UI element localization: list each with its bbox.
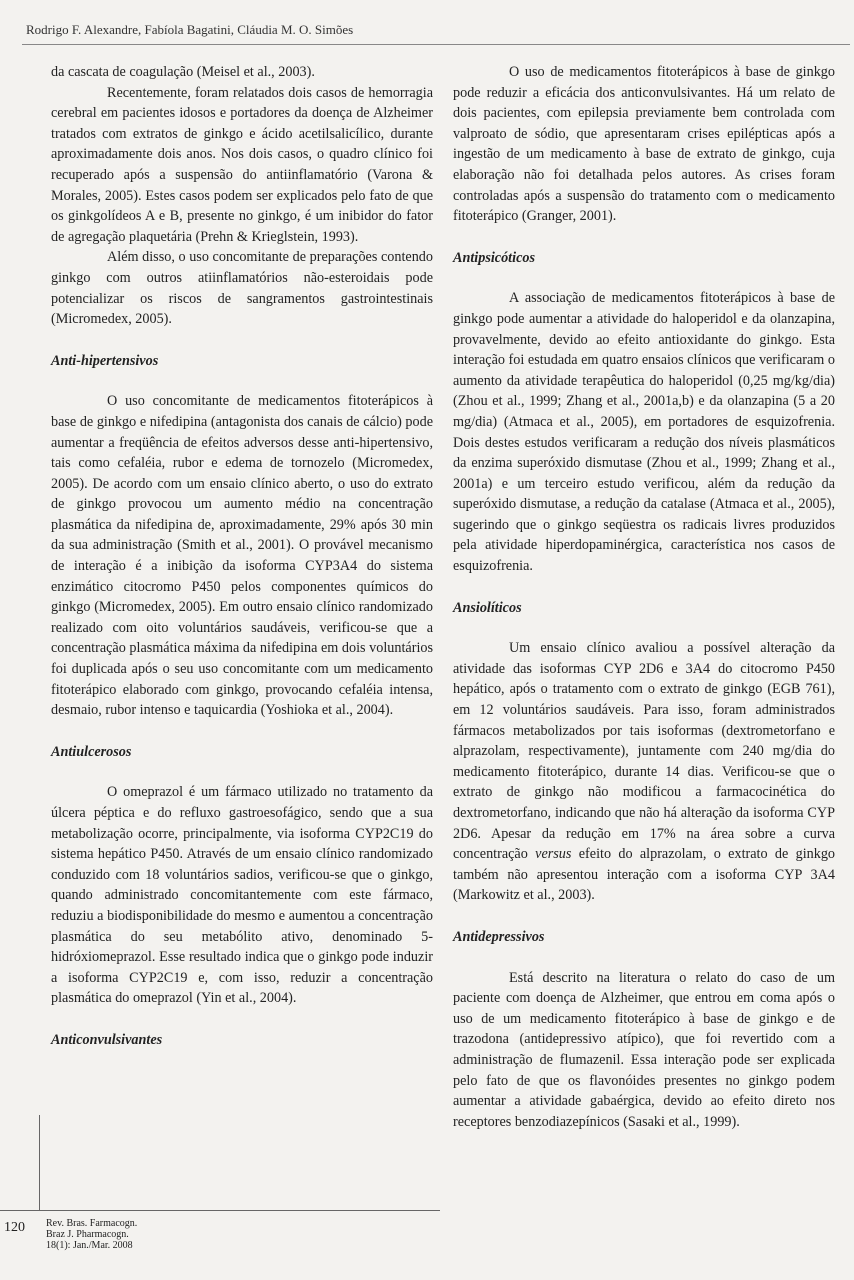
- paragraph: Está descrito na literatura o relato do caso de um paciente com doença de Alzheimer, que entrou em coma após o uso de um medicamento fitoterápico à base de ginkgo e de trazodona (antidepressivo atípico), que foi revertido com a administração de flumazenil. Essa interação pode ser explicada pelo fato de que os flavonóides presentes no ginkgo podem aumentar a atividade gabaérgica, devido ao efeito direto nos receptores benzodiazepínicos (Sasaki et al., 1999).: [453, 969, 835, 1130]
- section-title-antipsicoticos: Antipsicóticos: [453, 249, 535, 266]
- section-title-antidepressivos: Antidepressivos: [453, 928, 545, 945]
- paragraph-text: efeito do alprazolam, o extrato de ginkgo também não apresentou interação com a isoforma CYP 3A4 (Markowitz et al., 2003).: [453, 846, 836, 904]
- journal-line: 18(1): Jan./Mar. 2008: [46, 1240, 133, 1251]
- paragraph-text: Um ensaio clínico avaliou a possível alteração da atividade das isoformas CYP 2D6 e 3A4 do citocromo P450 hepático, após o tratamento com o extrato de ginkgo (EGB 761), em 12 voluntários saudáveis. Para isso, foram administrados fármacos metabolizados por tais isoformas (dextrometorfano e alprazolam, respectivamente), juntamente com 240 mg/dia do medicamento fitoterápico, durante 14 dias. Verificou-se que o extrato de ginkgo não modificou a farmacocinética do dextrometorfano, indicando que não há alteração da isoforma CYP 2D6. Apesar da redução em 17% na área sobre a curva concentração: [453, 640, 835, 863]
- paragraph: [453, 638, 835, 906]
- header-rule: [22, 44, 850, 45]
- paragraph: O uso concomitante de medicamentos fitoterápicos à base de ginkgo e nifedipina (antagonista dos canais de cálcio) pode aumentar a freqüência de efeitos adversos desse anti-hipertensivo, tais como cefaléia, rubor e edema de tornozelo (Micromedex, 2005). De acordo com um ensaio clínico aberto, o uso do extrato de ginkgo provocou um aumento médio na concentração plasmática da nifedipina de, aproximadamente, 29% após 30 min da sua administração (Smith et al., 2001). O provável mecanismo de interação é a inibição da isoforma CYP3A4 do sistema enzimático citocromo P450 pelos componentes químicos do ginkgo (Micromedex, 2005). Em outro ensaio clínico randomizado realizado com oito voluntários saudáveis, verificou-se que a concentração plasmática máxima da nifedipina em dois voluntários foi duplicada após o seu uso concomitante com um medicamento fitoterápico elaborado com ginkgo, provocando cefaléia intensa, desmaio, rubor intenso e taquicardia (Yoshioka et al., 2004).: [51, 393, 433, 719]
- section-title-ansioliticos: Ansiolíticos: [453, 599, 522, 616]
- paragraph: O omeprazol é um fármaco utilizado no tratamento da úlcera péptica e do refluxo gastroesofágico, sendo que a sua metabolização ocorre, principalmente, via isoforma CYP2C19 do sistema hepático P450. Através de um ensaio clínico randomizado conduzido com 18 voluntários sadios, verificou-se que o ginkgo, quando administrado concomitantemente com este fármaco, reduziu a biodisponibilidade do mesmo e aumentou a concentração plasmática do seu metabólito ativo, denominado 5-hidróxiomeprazol. Esse resultado indica que o ginkgo pode induzir a isoforma CYP2C19 e, com isso, reduzir a concentração plasmática do omeprazol (Yin et al., 2004).: [51, 784, 433, 1007]
- footer-rule: [0, 1210, 440, 1211]
- footer-vertical-rule: [39, 1115, 40, 1210]
- section-title-antiulcerosos: Antiulcerosos: [51, 743, 132, 760]
- right-column: [453, 62, 835, 1132]
- paragraph: Recentemente, foram relatados dois casos de hemorragia cerebral em pacientes idosos e portadores da doença de Alzheimer tratados com extratos de ginkgo e ácido acetilsalicílico, durante aproximadamente dois anos. Nos dois casos, o quadro clínico foi recuperado após a suspensão do antiinflamatório (Varona & Morales, 2005). Estes casos podem ser explicados pelo fato de que os ginkgolídeos A e B, presente no ginkgo, é um inibidor do fator de agregação plaquetária (Prehn & Krieglstein, 1993).: [51, 84, 433, 245]
- section-title-anticonvulsivantes: Anticonvulsivantes: [51, 1031, 163, 1048]
- italic-term: versus: [535, 846, 572, 863]
- paragraph: O uso de medicamentos fitoterápicos à base de ginkgo pode reduzir a eficácia dos anticonvulsivantes. Há um relato de dois pacientes, com epilepsia previamente bem controlada com valproato de sódio, que apresentaram crises epilépticas após a ingestão de um medicamento à base de extrato de ginkgo, cuja elaboração não foi detalhada pelos autores. As crises foram controladas após a suspensão do tratamento com o medicamento fitoterápico (Granger, 2001).: [453, 64, 835, 225]
- section-title-anti-hipertensivos: Anti-hipertensivos: [51, 352, 159, 369]
- journal-line: Rev. Bras. Farmacogn.: [46, 1218, 138, 1229]
- paragraph: Além disso, o uso concomitante de preparações contendo ginkgo com outros atiinflamatórios não-esteroidais pode potencializar os riscos de sangramentos gastrointestinais (Micromedex, 2005).: [51, 249, 433, 328]
- running-head-authors: Rodrigo F. Alexandre, Fabíola Bagatini, Cláudia M. O. Simões: [26, 22, 354, 37]
- journal-citation: [46, 1218, 137, 1251]
- page-number: 120: [4, 1220, 25, 1235]
- paragraph: da cascata de coagulação (Meisel et al., 2003).: [51, 64, 315, 80]
- paragraph: A associação de medicamentos fitoterápicos à base de ginkgo pode aumentar a atividade do haloperidol e da olanzapina, provavelmente, devido ao efeito antioxidante do ginkgo. Esta interação foi estudada em quatro ensaios clínicos que verificaram o aumento da atividade terapêutica do haloperidol (0,25 mg/kg/dia) (Zhou et al., 1999; Zhang et al., 2001a,b) e da olanzapina (5 a 20 mg/dia) (Atmaca et al., 2005), em portadores de esquizofrenia. Dois destes estudos verificaram a redução dos níveis plasmáticos da enzima superóxido dismutase (Zhou et al., 1999; Zhang et al., 2001a) e um terceiro estudo verificou, além da redução da superóxido dismutase, a redução da catalase (Atmaca et al., 2005), sugerindo que o ginkgo seqüestra os radicais livres produzidos pela atividade hiperdopaminérgica, característica nos casos de esquizofrenia.: [453, 290, 835, 575]
- journal-line: Braz J. Pharmacogn.: [46, 1229, 129, 1240]
- left-column: [51, 62, 433, 1071]
